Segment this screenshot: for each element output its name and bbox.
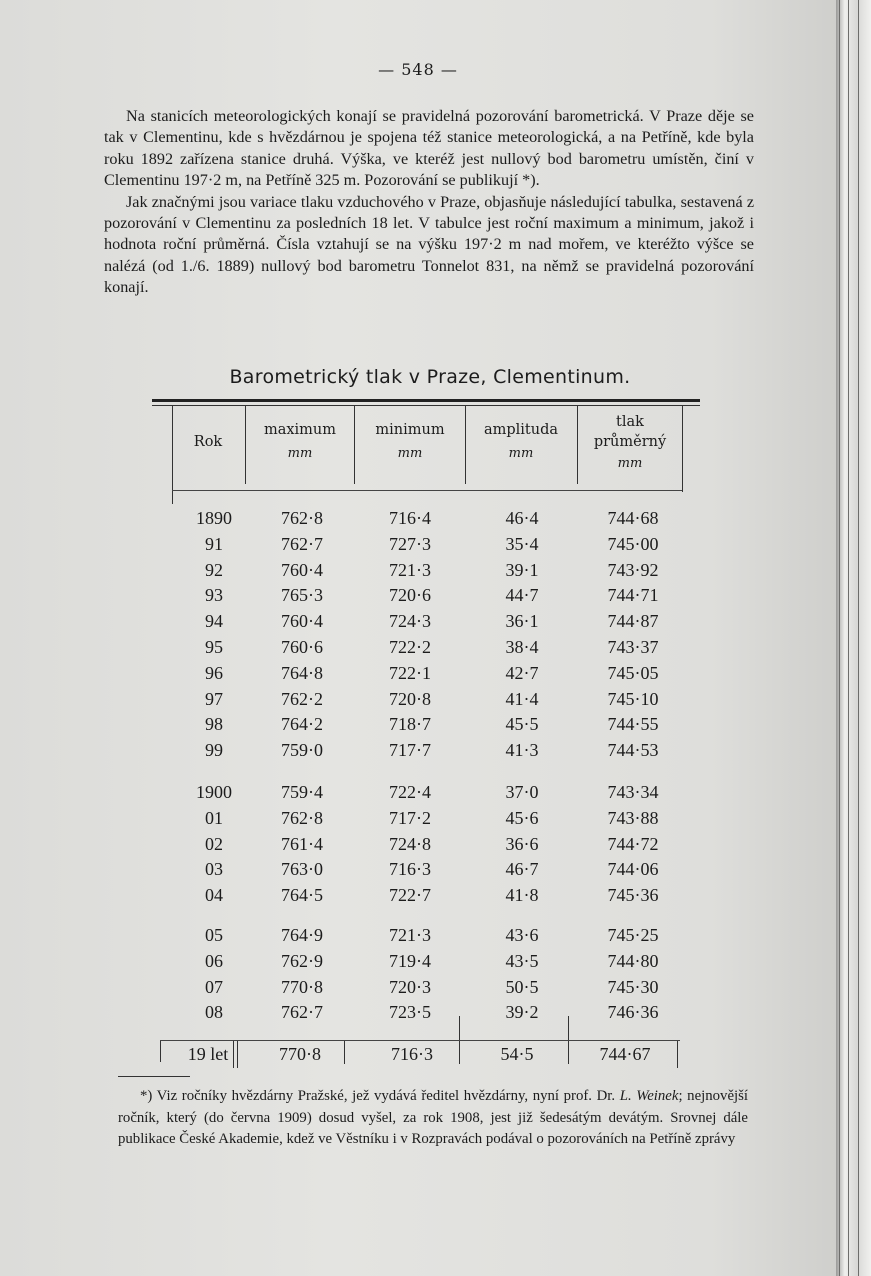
cell-avg: 744·71 — [607, 585, 659, 606]
table-row — [170, 663, 690, 687]
table-row — [170, 951, 690, 975]
cell-amp: 35·4 — [505, 533, 539, 554]
table-row — [170, 534, 690, 558]
cell-avg: 746·36 — [607, 1002, 659, 1023]
header-tlak — [578, 412, 682, 474]
cell-rok: 04 — [205, 885, 223, 906]
table-row — [170, 834, 690, 858]
cell-avg: 745·30 — [607, 976, 659, 997]
cell-amp: 46·4 — [505, 508, 539, 528]
cell-min: 717·7 — [389, 740, 431, 761]
cell-max: 762·9 — [281, 950, 323, 971]
footnote-text-after: ; nejnovější ročník, který (do června 1909) dosud vyšel, za rok 1908, jest již šedesátým devátým. Srovnej dále publikace České Akademie, kdež ve Věstníku i v Rozpravách podával o pozorováních na Petříně zprávy — [118, 1088, 748, 1147]
total-avg: 744·67 — [599, 1044, 651, 1064]
cell-min: 720·6 — [389, 585, 431, 606]
cell-max: 762·7 — [281, 1002, 323, 1023]
header-minimum-label: minimum — [375, 422, 445, 438]
total-top-rule — [160, 1040, 680, 1041]
intro-text — [104, 106, 754, 299]
cell-amp: 45·5 — [505, 714, 539, 735]
table-top-rule-thin — [152, 405, 700, 406]
cell-rok: 01 — [205, 807, 223, 828]
cell-amp: 45·6 — [505, 807, 539, 828]
cell-max: 762·7 — [281, 533, 323, 554]
table-row — [170, 740, 690, 764]
column-rule — [245, 406, 246, 484]
cell-avg: 744·55 — [607, 714, 659, 735]
total-max: 770·8 — [279, 1044, 321, 1064]
cell-avg: 743·37 — [607, 637, 659, 657]
cell-min: 719·4 — [389, 950, 431, 971]
total-amp: 54·5 — [500, 1044, 534, 1064]
footnote-paragraph — [118, 1086, 748, 1151]
cell-amp: 46·7 — [505, 859, 539, 880]
cell-amp: 37·0 — [505, 782, 539, 802]
cell-max: 764·8 — [281, 662, 323, 683]
cell-amp: 36·6 — [505, 833, 539, 854]
cell-max: 760·4 — [281, 559, 323, 580]
cell-min: 718·7 — [389, 714, 431, 735]
header-amplituda-label: amplituda — [483, 422, 559, 438]
cell-rok: 91 — [205, 533, 223, 554]
cell-max: 764·5 — [281, 885, 323, 906]
cell-min: 724·3 — [389, 611, 431, 632]
footnote-author: L. Weinek — [619, 1088, 679, 1104]
cell-min: 722·4 — [389, 782, 431, 802]
column-rule — [354, 406, 355, 484]
total-min: 716·3 — [391, 1044, 433, 1064]
column-rule — [160, 1040, 161, 1062]
header-maximum — [246, 420, 354, 464]
footnote — [118, 1086, 748, 1151]
table-row — [170, 611, 690, 635]
table-row — [170, 637, 690, 661]
cell-avg: 744·80 — [607, 950, 659, 971]
footnote-text-before: Viz ročníky hvězdárny Pražské, jež vydává ředitel hvězdárny, nyní prof. Dr. — [152, 1088, 620, 1104]
table-row — [170, 689, 690, 713]
table-total-row — [170, 1044, 690, 1068]
cell-amp: 41·3 — [505, 740, 539, 761]
table-row — [170, 859, 690, 883]
cell-amp: 41·4 — [505, 688, 539, 709]
cell-max: 760·6 — [281, 637, 323, 657]
cell-rok: 03 — [205, 859, 223, 880]
table-row — [170, 1002, 690, 1026]
cell-avg: 745·00 — [607, 533, 659, 554]
cell-avg: 745·05 — [607, 662, 659, 683]
cell-max: 764·2 — [281, 714, 323, 735]
column-rule — [465, 406, 466, 484]
cell-max: 763·0 — [281, 859, 323, 880]
table-title: Barometrický tlak v Praze, Clementinum. — [229, 366, 631, 388]
cell-amp: 41·8 — [505, 885, 539, 906]
cell-amp: 43·6 — [505, 925, 539, 945]
cell-rok: 98 — [205, 714, 223, 735]
cell-amp: 39·1 — [505, 559, 539, 580]
cell-max: 765·3 — [281, 585, 323, 606]
cell-amp: 44·7 — [505, 585, 539, 606]
table-row — [170, 808, 690, 832]
footnote-marker: *) — [140, 1088, 153, 1104]
cell-min: 717·2 — [389, 807, 431, 828]
cell-min: 721·3 — [389, 925, 431, 945]
cell-min: 721·3 — [389, 559, 431, 580]
cell-max: 761·4 — [281, 833, 323, 854]
cell-min: 723·5 — [389, 1002, 431, 1023]
cell-rok: 96 — [205, 662, 223, 683]
cell-amp: 43·5 — [505, 950, 539, 971]
table-row — [170, 782, 690, 806]
table-row — [170, 508, 690, 532]
header-minimum-unit: mm — [397, 446, 423, 461]
table-row — [170, 560, 690, 584]
cell-min: 716·4 — [389, 508, 431, 528]
intro-paragraph-2: Jak značnými jsou variace tlaku vzduchového v Praze, objasňuje následující tabulka, sestavená z pozorování v Clementinu za posledních 18 let. V tabulce jest roční maximum a minimum, jakož i hodnota roční průměrná. Čísla vztahují se na výšku 197·2 m nad mořem, ve kteréžto výšce se nalézá (od 1./6. 1889) nullový bod barometru Tonnelot 831, na němž se pravidelná pozorování konají. — [104, 192, 754, 297]
cell-avg: 743·34 — [607, 782, 659, 802]
cell-amp: 50·5 — [505, 976, 539, 997]
cell-min: 722·2 — [389, 637, 431, 657]
cell-rok: 1900 — [196, 782, 232, 802]
header-minimum — [355, 420, 465, 464]
header-maximum-label: maximum — [263, 422, 337, 438]
table-row — [170, 714, 690, 738]
cell-rok: 06 — [205, 950, 223, 971]
header-rok-label: Rok — [193, 434, 223, 450]
cell-max: 770·8 — [281, 976, 323, 997]
cell-max: 762·2 — [281, 688, 323, 709]
cell-min: 722·7 — [389, 885, 431, 906]
header-tlak-line2: průměrný — [593, 434, 667, 450]
cell-min: 720·8 — [389, 688, 431, 709]
cell-rok: 92 — [205, 559, 223, 580]
cell-avg: 744·72 — [607, 833, 659, 854]
header-amplituda-unit: mm — [508, 446, 534, 461]
column-rule — [577, 406, 578, 484]
cell-max: 759·0 — [281, 740, 323, 761]
cell-avg: 743·88 — [607, 807, 659, 828]
cell-rok: 05 — [205, 925, 223, 945]
cell-max: 759·4 — [281, 782, 323, 802]
cell-min: 727·3 — [389, 533, 431, 554]
cell-amp: 36·1 — [505, 611, 539, 632]
cell-avg: 745·25 — [607, 925, 659, 945]
cell-avg: 744·53 — [607, 740, 659, 761]
cell-rok: 94 — [205, 611, 223, 632]
cell-amp: 42·7 — [505, 662, 539, 683]
table-row — [170, 885, 690, 909]
cell-rok: 97 — [205, 688, 223, 709]
cell-rok: 93 — [205, 585, 223, 606]
cell-rok: 95 — [205, 637, 223, 657]
page-edge-stack — [836, 0, 871, 1276]
page-number: — 548 — — [378, 60, 458, 79]
cell-avg: 744·06 — [607, 859, 659, 880]
cell-min: 722·1 — [389, 662, 431, 683]
header-rok — [172, 432, 244, 452]
cell-rok: 02 — [205, 833, 223, 854]
cell-max: 764·9 — [281, 925, 323, 945]
cell-avg: 744·87 — [607, 611, 659, 632]
cell-rok: 99 — [205, 740, 223, 761]
cell-rok: 07 — [205, 976, 223, 997]
cell-amp: 39·2 — [505, 1002, 539, 1023]
cell-max: 762·8 — [281, 807, 323, 828]
table-top-rule — [152, 399, 700, 402]
header-amplituda — [466, 420, 576, 464]
header-maximum-unit: mm — [287, 446, 313, 461]
cell-min: 724·8 — [389, 833, 431, 854]
column-rule — [682, 406, 683, 492]
cell-min: 716·3 — [389, 859, 431, 880]
total-rok: 19 let — [187, 1044, 229, 1064]
cell-avg: 745·36 — [607, 885, 659, 906]
cell-avg: 744·68 — [607, 508, 659, 528]
header-tlak-line1: tlak — [616, 414, 644, 430]
cell-avg: 745·10 — [607, 688, 659, 709]
cell-avg: 743·92 — [607, 559, 659, 580]
table-row — [170, 925, 690, 949]
header-bottom-rule — [172, 490, 682, 491]
cell-rok: 1890 — [196, 508, 232, 528]
footnote-rule — [118, 1076, 190, 1077]
intro-paragraph-1: Na stanicích meteorologických konají se pravidelná pozorování barometrická. V Praze děje se tak v Clementinu, kde s hvězdárnou je spojena též stanice meteorologická, a na Petříně, kde byla roku 1892 zařízena stanice druhá. Výška, ve kteréž jest nullový bod barometru umístěn, činí v Clementinu 197·2 m, na Petříně 325 m. Pozorování se publikují *). — [104, 107, 754, 190]
table-row — [170, 977, 690, 1001]
cell-max: 760·4 — [281, 611, 323, 632]
cell-min: 720·3 — [389, 976, 431, 997]
cell-amp: 38·4 — [505, 637, 539, 657]
cell-max: 762·8 — [281, 508, 323, 528]
table-row — [170, 585, 690, 609]
header-tlak-unit: mm — [617, 456, 643, 471]
cell-rok: 08 — [205, 1002, 223, 1023]
